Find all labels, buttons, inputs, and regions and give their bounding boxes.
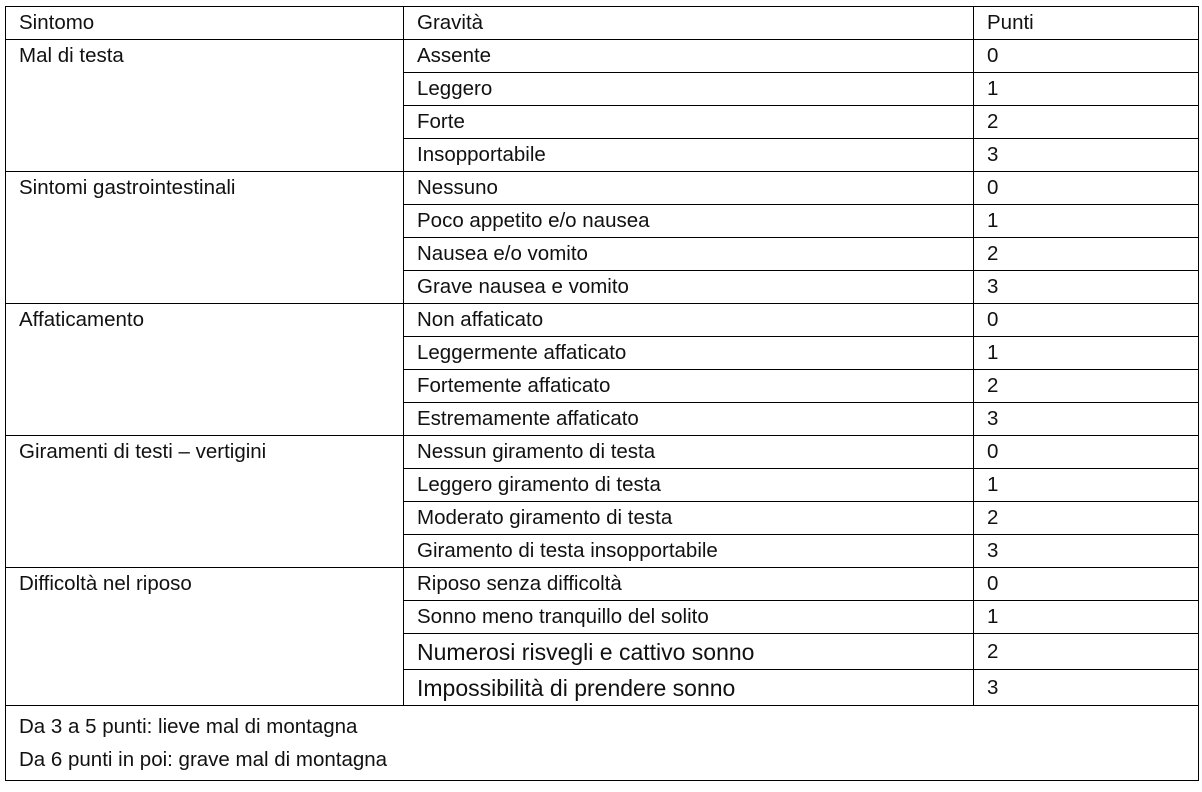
points-cell: 0 <box>974 40 1199 73</box>
table-row <box>6 304 1199 337</box>
symptom-score-table <box>5 6 1199 781</box>
severity-cell: Non affaticato <box>404 304 974 337</box>
points-cell: 3 <box>974 535 1199 568</box>
points-cell: 0 <box>974 172 1199 205</box>
points-cell: 2 <box>974 238 1199 271</box>
points-cell: 0 <box>974 568 1199 601</box>
table-row <box>6 172 1199 205</box>
severity-cell: Nessuno <box>404 172 974 205</box>
symptom-sleep-difficulty: Difficoltà nel riposo <box>6 568 404 706</box>
points-cell: 0 <box>974 436 1199 469</box>
header-row <box>6 7 1199 40</box>
severity-cell: Moderato giramento di testa <box>404 502 974 535</box>
header-points: Punti <box>974 7 1199 40</box>
footer-row <box>6 706 1199 781</box>
legend-mild: Da 3 a 5 punti: lieve mal di montagna <box>19 715 358 738</box>
severity-cell: Forte <box>404 106 974 139</box>
header-symptom: Sintomo <box>6 7 404 40</box>
severity-cell: Fortemente affaticato <box>404 370 974 403</box>
symptom-gastrointestinal: Sintomi gastrointestinali <box>6 172 404 304</box>
table-row <box>6 436 1199 469</box>
severity-cell: Riposo senza difficoltà <box>404 568 974 601</box>
points-cell: 1 <box>974 205 1199 238</box>
severity-cell: Insopportabile <box>404 139 974 172</box>
severity-cell: Nausea e/o vomito <box>404 238 974 271</box>
points-cell: 1 <box>974 73 1199 106</box>
points-cell: 1 <box>974 469 1199 502</box>
points-cell: 2 <box>974 106 1199 139</box>
points-cell: 2 <box>974 502 1199 535</box>
points-cell: 0 <box>974 304 1199 337</box>
symptom-dizziness: Giramenti di testi – vertigini <box>6 436 404 568</box>
severity-cell: Sonno meno tranquillo del solito <box>404 601 974 634</box>
severity-cell: Impossibilità di prendere sonno <box>404 670 974 706</box>
severity-cell: Leggero <box>404 73 974 106</box>
table-row <box>6 568 1199 601</box>
severity-cell: Leggermente affaticato <box>404 337 974 370</box>
symptom-fatigue: Affaticamento <box>6 304 404 436</box>
table-row <box>6 40 1199 73</box>
severity-cell: Leggero giramento di testa <box>404 469 974 502</box>
points-cell: 2 <box>974 634 1199 670</box>
header-severity: Gravità <box>404 7 974 40</box>
severity-cell: Poco appetito e/o nausea <box>404 205 974 238</box>
severity-cell: Assente <box>404 40 974 73</box>
points-cell: 3 <box>974 271 1199 304</box>
points-cell: 1 <box>974 337 1199 370</box>
points-cell: 1 <box>974 601 1199 634</box>
severity-cell: Giramento di testa insopportabile <box>404 535 974 568</box>
severity-cell: Grave nausea e vomito <box>404 271 974 304</box>
severity-cell: Nessun giramento di testa <box>404 436 974 469</box>
points-cell: 3 <box>974 139 1199 172</box>
points-cell: 3 <box>974 403 1199 436</box>
symptom-headache: Mal di testa <box>6 40 404 172</box>
legend-severe: Da 6 punti in poi: grave mal di montagna <box>19 748 388 771</box>
points-cell: 2 <box>974 370 1199 403</box>
severity-cell: Numerosi risvegli e cattivo sonno <box>404 634 974 670</box>
severity-cell: Estremamente affaticato <box>404 403 974 436</box>
score-legend <box>6 706 1199 781</box>
points-cell: 3 <box>974 670 1199 706</box>
